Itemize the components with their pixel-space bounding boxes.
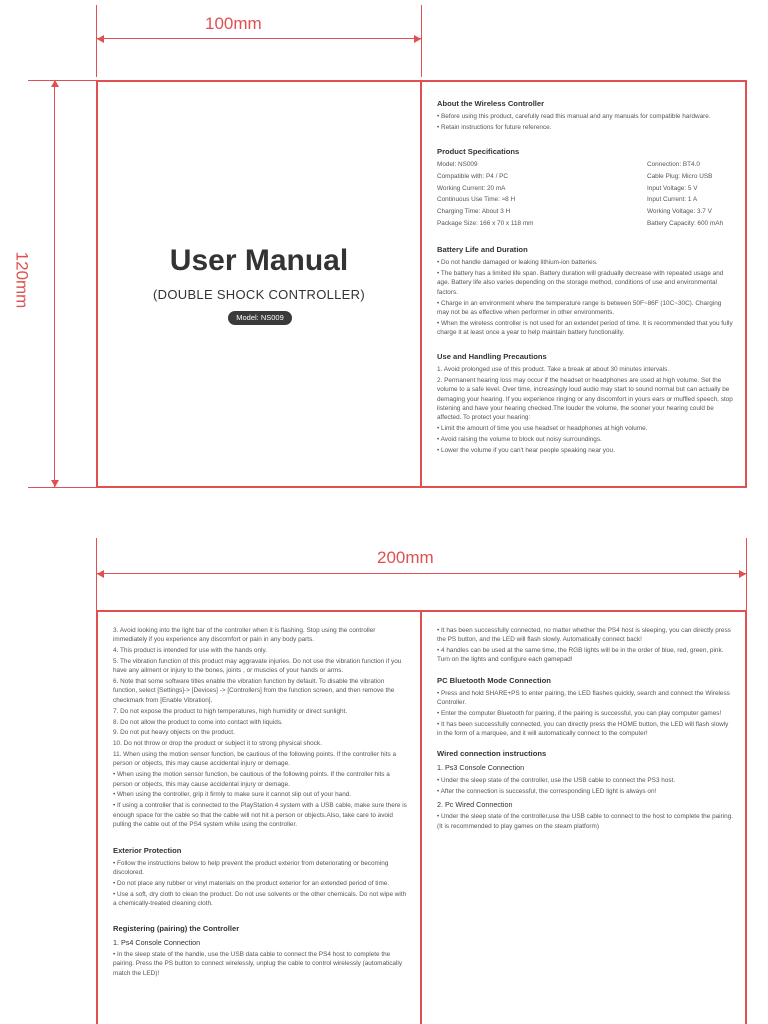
dim-100-tick-left bbox=[96, 5, 97, 77]
specs-heading: Product Specifications bbox=[437, 147, 520, 157]
dim-120-tick-top bbox=[28, 80, 96, 81]
dim-100-tick-right bbox=[421, 5, 422, 77]
precaution-item: 8. Do not allow the product to come into contact with liquids. bbox=[113, 718, 283, 726]
specs-left-column bbox=[437, 160, 534, 230]
handling-item: • Lower the volume if you can't hear people speaking near you. bbox=[437, 446, 615, 454]
dim-200-label: 200mm bbox=[377, 548, 434, 567]
wired-heading: Wired connection instructions bbox=[437, 749, 547, 759]
precaution-item: 11. When using the motion sensor function, be cautious of the following points. If the controller hits a person or objects, this may cause accidental injury or demage. bbox=[113, 751, 397, 768]
pc-wired-heading: 2. Pc Wired Connection bbox=[437, 799, 513, 809]
battery-item: • Charge in an environment where the temperature range is between 50F~86F (10C~30C). Charging may not be as effective when performer in other environments. bbox=[437, 299, 722, 316]
page-2-right-column bbox=[437, 626, 735, 833]
spec-item: Package Size: 166 x 70 x 118 mm bbox=[437, 219, 534, 227]
battery-item: • When the wireless controller is not used for an extendet period of time. It is recommended that you fully charge it at least once a year to help maintain battery functionality. bbox=[437, 319, 733, 336]
exterior-item: • Do not place any rubber or vinyl materials on the product exterior for an extended period of time. bbox=[113, 880, 390, 888]
dim-200-arrow-left bbox=[97, 570, 104, 578]
dim-120-arrow-bottom bbox=[51, 480, 59, 487]
dim-120-arrow-top bbox=[51, 80, 59, 87]
dim-120-label: 120mm bbox=[12, 251, 32, 309]
spec-item: Battery Capacity: 600 mAh bbox=[647, 219, 724, 227]
exterior-heading: Exterior Protection bbox=[113, 846, 182, 856]
dim-120-tick-bottom bbox=[28, 487, 96, 488]
handling-item: 1. Avoid prolonged use of this product. Take a break at about 30 minutes intervals. bbox=[437, 366, 670, 374]
about-item: • Retain instructions for future reference. bbox=[437, 123, 552, 131]
spec-item: Working Current: 20 mA bbox=[437, 184, 506, 192]
spec-item: Compatible with: P4 / PC bbox=[437, 172, 509, 180]
page-2-left-column bbox=[113, 626, 409, 980]
precaution-item: • If using a controller that is connected to the PlayStation 4 system with a USB cable, make sure there is enough space for the cable so that the cable will not hit a person or objects.Also, take care to avoid pulling the cable out of the PS4 system while using the controller. bbox=[113, 802, 407, 828]
dim-200-tick-left bbox=[96, 538, 97, 610]
pc-bluetooth-item: • It has been successfully connected, you can directly press the HOME button, the LED will flash slowly in the form of a marquee, and it will automatically connect to the computer! bbox=[437, 720, 729, 738]
exterior-item: • Use a soft, dry cloth to clean the product. Do not use solvents or the other chemicals. Do not wipe with a chemically-treated cleaning cloth. bbox=[113, 891, 407, 908]
precaution-item: • When using the motion sensor function, be cautious of the following points. If the controller hits a person or objects, this may cause accidental injury or demage. bbox=[113, 771, 390, 788]
handling-item: 2. Permanent hearing loss may occur if the headset or headphones are used at high volume. Set the volume to a safe level. Over time, increasingly loud audio may start to sound normal but can actually be demaging your hearing. If you experience ringing or any discomfort in yours ears or muffled speech, stop listening and have your hearing checked.The louder the volume, the sooner your hearing could be affected. To protect your hearing: bbox=[437, 377, 733, 422]
precaution-item: 3. Avoid looking into the light bar of the controller when it is flashing. Stop using the controller immediately if you experience any discomfort or pain in any body parts. bbox=[113, 627, 376, 644]
pc-wired-item: • Under the sleep state of the controller,use the USB cable to connect to the host to complete the pairing. (It is recommended to play games on the steam platform) bbox=[437, 813, 734, 830]
precaution-item: 10. Do not throw or drop the product or subject it to strong physical shock. bbox=[113, 740, 322, 748]
spec-item: Charging Time: About 3 H bbox=[437, 207, 511, 215]
spec-item: Connection: BT4.0 bbox=[647, 161, 700, 169]
spec-item: Input Current: 1 A bbox=[647, 196, 698, 204]
precaution-item: 7. Do not expose the product to high temperatures, high humidity or direct sunlight. bbox=[113, 707, 348, 715]
ps4-item: • In the sleep state of the handle, use the USB data cable to connect the PS4 host to complete the pairing. Press the PS button to connect wirelessly, unplug the cable to control wirelessly (automatically match the LED)! bbox=[113, 951, 403, 977]
pc-bluetooth-item: • Enter the computer Bluetooth for pairing, if the pairing is successful, you can play computer games! bbox=[437, 709, 722, 717]
about-item: • Before using this product, carefully read this manual and any manuals for compatible hardware. bbox=[437, 113, 711, 120]
fold-line-page-2 bbox=[420, 610, 422, 1024]
dim-100-label: 100mm bbox=[205, 14, 262, 33]
ps3-item: • After the connection is successful, the corresponding LED light is always on! bbox=[437, 787, 657, 795]
spec-item: Cable Plug: Micro USB bbox=[647, 172, 713, 180]
spec-item: Working Voltage: 3.7 V bbox=[647, 207, 712, 215]
battery-item: • The battery has a limited life span. Battery duration will gradually decrease with repeated usage and age. Battery life also varies depending on the storage method, conditions of use and environmental factors. bbox=[437, 270, 724, 296]
specs-grid bbox=[437, 160, 735, 230]
specs-right-column bbox=[647, 160, 735, 230]
battery-item: • Do not handle damaged or leaking lithium-ion batteries. bbox=[437, 259, 598, 267]
spec-item: Input Voltage: 5 V bbox=[647, 184, 698, 192]
precaution-item: 5. The vibration function of this product may aggravate injuries. Do not use the vibration function if you have any ailment or injury to the bones, joints , or muscles of your hands or arms. bbox=[113, 658, 402, 675]
dim-200-line bbox=[97, 573, 746, 574]
spec-item: Continuous Use Time: ≈8 H bbox=[437, 196, 516, 204]
precaution-item: 6. Note that some software titles enable the vibration function by default. To disable the vibration function, select [Settings]-> [Devices] -> [Controllers] from the function screen, and then remove the checkmark from [Enable Vibration]. bbox=[113, 678, 395, 704]
pc-bluetooth-item: • Press and hold SHARE+PS to enter pairing, the LED flashes quickly, search and connect the Wireless Controller. bbox=[437, 689, 730, 706]
ps3-item: • Under the sleep state of the controller, use the USB cable to connect the PS3 host. bbox=[437, 776, 676, 784]
handling-item: • Limit the amount of time you use headset or headphones at high volume. bbox=[437, 425, 648, 433]
dim-100-arrow-right bbox=[414, 35, 421, 43]
pairing-heading: Registering (pairing) the Controller bbox=[113, 923, 240, 933]
about-heading: About the Wireless Controller bbox=[437, 99, 545, 108]
precaution-item: 9. Do not put heavy objects on the product. bbox=[113, 729, 235, 737]
precaution-item: • When using the controller, grip it firmly to make sure it cannot slip out of your hand. bbox=[113, 791, 352, 799]
ps4-heading: 1. Ps4 Console Connection bbox=[113, 937, 201, 947]
ps4-item: • It has been successfully connected, no matter whether the PS4 host is sleeping, you can directly press the PS button, and the LED will flash slowly. Automatically connect back! bbox=[437, 627, 731, 644]
dim-200-arrow-right bbox=[739, 570, 746, 578]
fold-line-page-1 bbox=[420, 80, 422, 488]
dim-100-arrow-left bbox=[97, 35, 104, 43]
dim-200-tick-right bbox=[746, 538, 747, 610]
dim-100-line bbox=[97, 38, 421, 39]
handling-heading: Use and Handling Precautions bbox=[437, 352, 547, 362]
precaution-item: 4. This product is intended for use with the hands only. bbox=[113, 647, 267, 655]
cover-subtitle: (DOUBLE SHOCK CONTROLLER) bbox=[153, 287, 365, 302]
handling-item: • Avoid raising the volume to block out noisy surroundings. bbox=[437, 435, 602, 443]
spec-item: Model: NS009 bbox=[437, 161, 478, 169]
battery-heading: Battery Life and Duration bbox=[437, 245, 528, 255]
page-1-right-column bbox=[437, 98, 735, 457]
pc-bluetooth-heading: PC Bluetooth Mode Connection bbox=[437, 675, 551, 685]
cover-title: User Manual bbox=[169, 244, 349, 277]
ps4-item: • 4 handles can be used at the same time, the RGB lights will be in the order of blue, red, green, pink. Turn on the lights and configure each gamepad! bbox=[437, 647, 724, 664]
dim-120-line bbox=[54, 80, 55, 487]
ps3-heading: 1. Ps3 Console Connection bbox=[437, 763, 525, 773]
model-badge: Model: NS009 bbox=[228, 311, 292, 325]
exterior-item: • Follow the instructions below to help prevent the product exterior from deteriorating or becoming discolored. bbox=[113, 860, 389, 877]
